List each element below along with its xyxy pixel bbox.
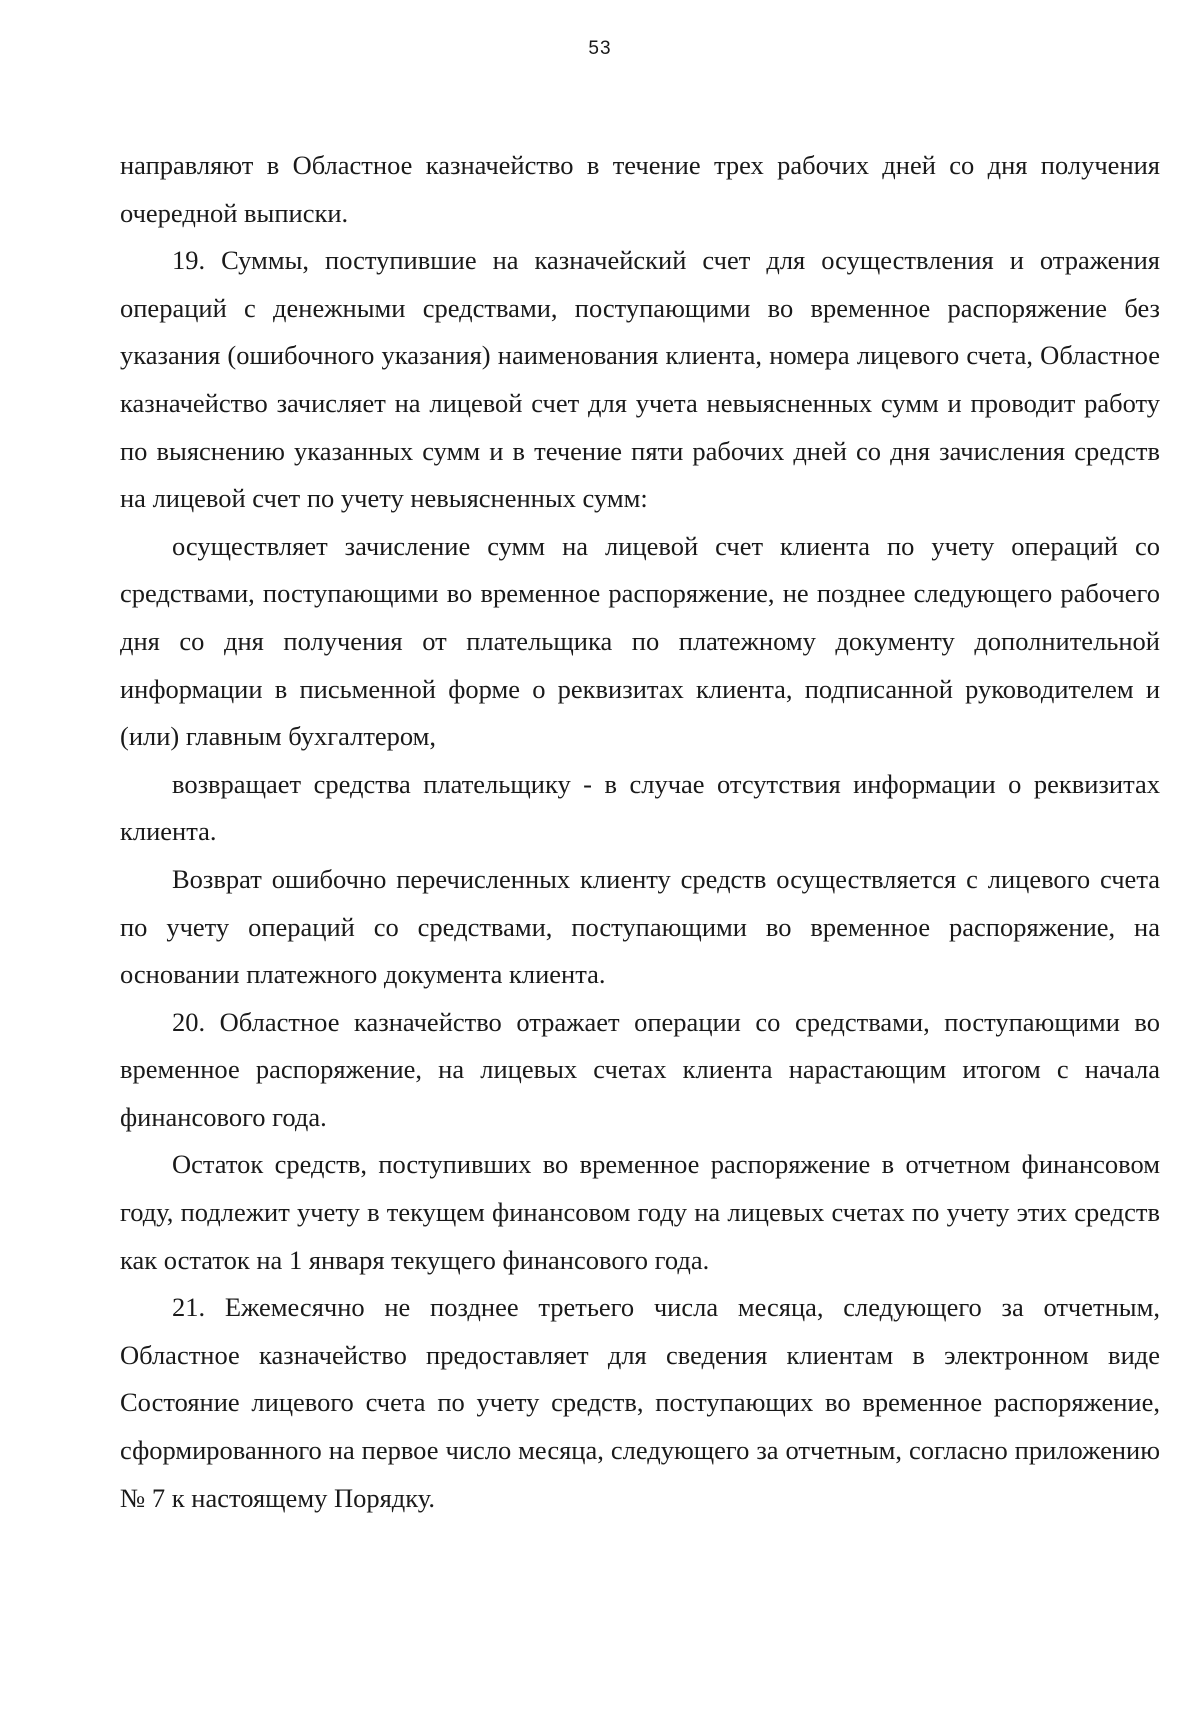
paragraph-20: 20. Областное казначейство отражает операции со средствами, поступающими во временное распоряжение, на лицевых счетах клиента нарастающим итогом с начала финансового года. (120, 1006, 1160, 1132)
paragraph: направляют в Областное казначейство в течение трех рабочих дней со дня получения очередной выписки. (120, 150, 1160, 228)
paragraph: возвращает средства плательщику - в случае отсутствия информации о реквизитах клиента. (120, 768, 1160, 847)
paragraph: Возврат ошибочно перечисленных клиенту средств осуществляется с лицевого счета по учету операций со средствами, поступающими во временное распоряжение, на основании платежного документа клиента. (120, 863, 1160, 990)
page-number: 53 (588, 38, 612, 59)
paragraph: осуществляет зачисление сумм на лицевой счет клиента по учету операций со средствами, поступающими во временное распоряжение, не позднее следующего рабочего дня со дня получения от плательщика по платежному документу дополнительной информации в письменной форме о реквизитах клиента, подписанной руководителем и (или) главным бухгалтером, (120, 530, 1160, 752)
document-body (120, 142, 1160, 1522)
paragraph-19: 19. Суммы, поступившие на казначейский счет для осуществления и отражения операций с денежными средствами, поступающими во временное распоряжение без указания (ошибочного указания) наименования клиента, номера лицевого счета, Областное казначейство зачисляет на лицевой счет для учета невыясненных сумм и проводит работу по выяснению указанных сумм и в течение пяти рабочих дней со дня зачисления средств на лицевой счет по учету невыясненных сумм: (120, 245, 1160, 514)
paragraph-21: 21. Ежемесячно не позднее третьего числа месяца, следующего за отчетным, Областное казначейство предоставляет для сведения клиентам в электронном виде Состояние лицевого счета по учету средств, поступающих во временное распоряжение, сформированного на первое число месяца, следующего за отчетным, согласно приложению № 7 к настоящему Порядку. (120, 1292, 1160, 1513)
paragraph: Остаток средств, поступивших во временное распоряжение в отчетном финансовом году, подлежит учету в текущем финансовом году на лицевых счетах по учету этих средств как остаток на 1 января текущего финансового года. (120, 1149, 1160, 1275)
